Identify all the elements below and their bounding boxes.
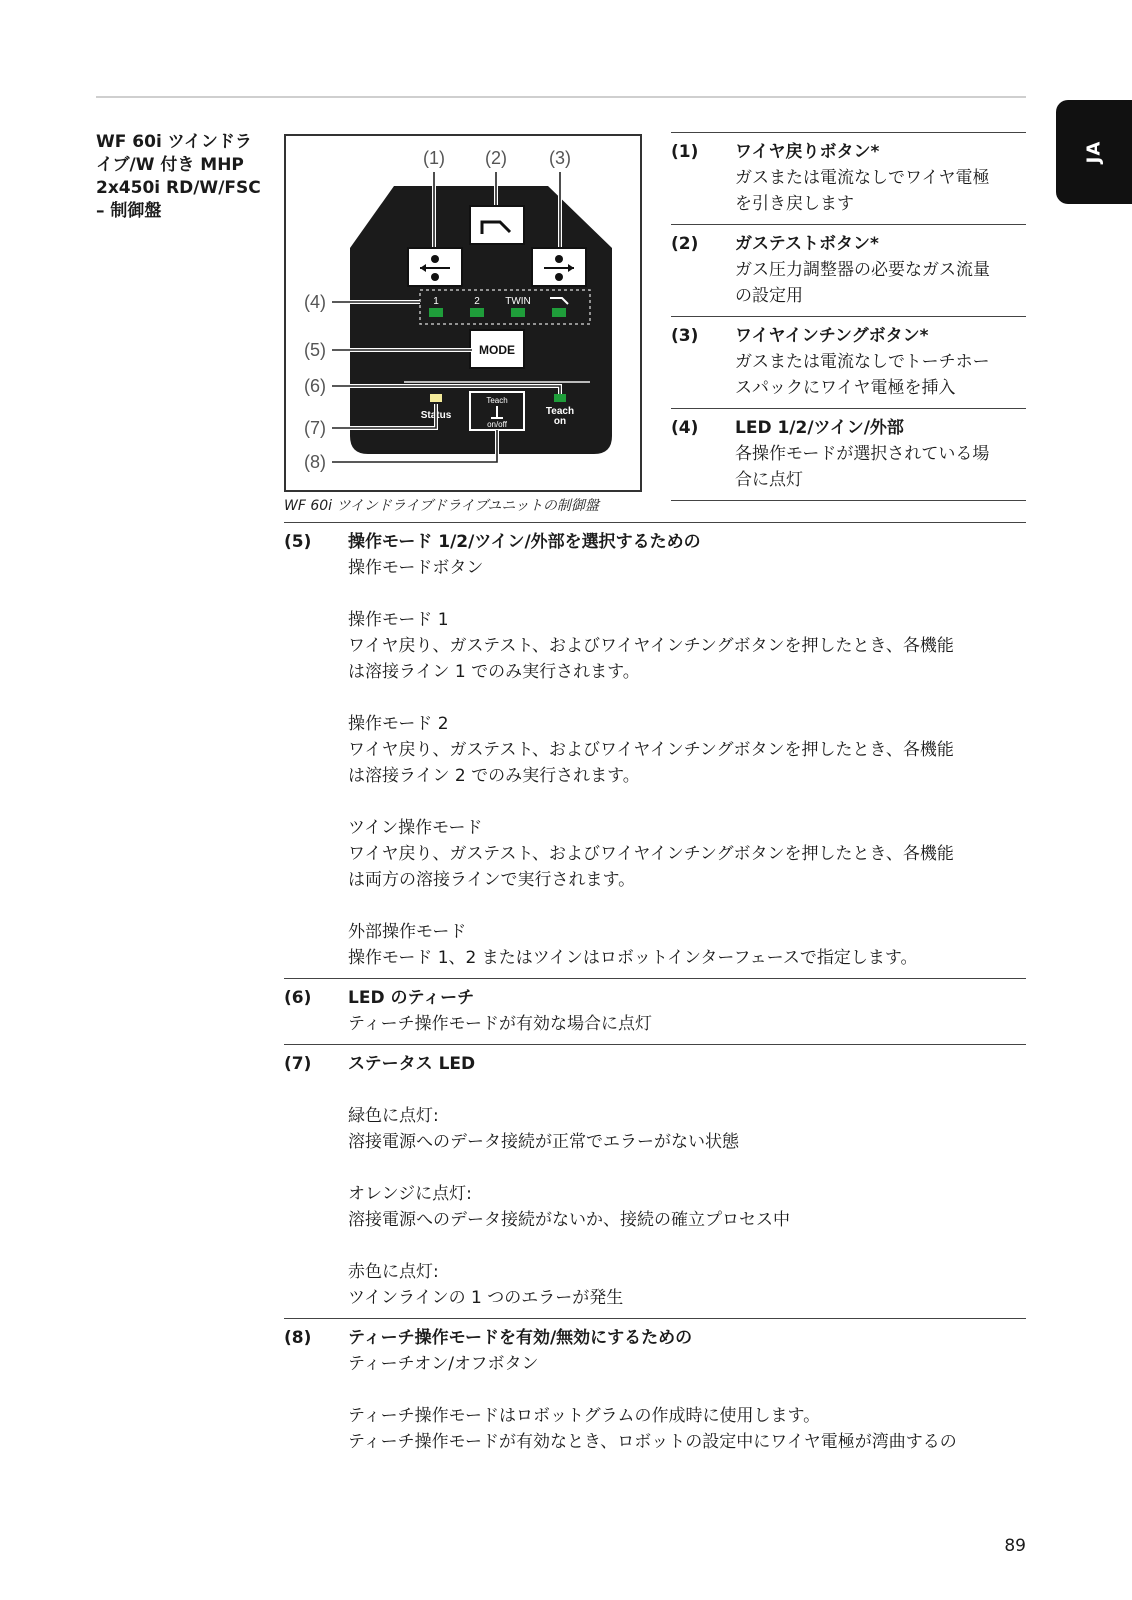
paragraph-line: 溶接電源へのデータ接続が正常でエラーがない状態 [348, 1132, 739, 1152]
callout-text-line: 合に点灯 [735, 470, 803, 490]
item-number: (6) [284, 988, 312, 1008]
callout-6-label: (6) [304, 376, 326, 396]
callout-row [671, 133, 1026, 225]
callout-number: (2) [671, 234, 699, 254]
control-panel-figure [284, 134, 642, 492]
callout-text-line: ガス圧力調整器の必要なガス流量 [735, 260, 990, 280]
paragraph-line: ワイヤ戻り、ガステスト、およびワイヤインチングボタンを押したとき、各機能 [348, 636, 954, 656]
callout-number: (4) [671, 418, 699, 438]
paragraph-label: 緑色に点灯: [348, 1106, 439, 1126]
callout-text-line: の設定用 [735, 286, 803, 306]
callout-1-label: (1) [423, 148, 445, 168]
paragraph-label: オレンジに点灯: [348, 1184, 472, 1204]
item-row [284, 523, 1026, 979]
paragraph-line: 操作モード 1、2 またはツインはロボットインターフェースで指定します。 [348, 948, 918, 968]
callout-table [671, 132, 1026, 501]
callout-7-label: (7) [304, 418, 326, 438]
paragraph-line: は溶接ライン 2 でのみ実行されます。 [348, 766, 640, 786]
status-led [430, 394, 442, 402]
led-label-twin: TWIN [505, 296, 531, 307]
item-row [284, 1319, 1026, 1462]
figure-caption: WF 60i ツインドライブドライブユニットの制御盤 [284, 498, 599, 514]
callout-text-line: 各操作モードが選択されている場 [735, 444, 990, 464]
section-title: WF 60i ツインドライブ/W 付き MHP 2x450i RD/W/FSC – 制御盤 [96, 132, 261, 221]
paragraph-line: ワイヤ戻り、ガステスト、およびワイヤインチングボタンを押したとき、各機能 [348, 740, 954, 760]
item-row [284, 1045, 1026, 1319]
header-rule [96, 96, 1026, 98]
led-mode-twin [511, 308, 525, 317]
description-table [284, 522, 1026, 1462]
page-number: 89 [1004, 1536, 1026, 1556]
callout-title: ワイヤインチングボタン* [735, 326, 929, 346]
teach-button-label-bottom: on/off [487, 420, 507, 429]
item-number: (8) [284, 1328, 312, 1348]
paragraph-line: ティーチ操作モードが有効なとき、ロボットの設定中にワイヤ電極が湾曲するの [348, 1432, 957, 1452]
paragraph-label: 赤色に点灯: [348, 1262, 439, 1282]
callout-5-label: (5) [304, 340, 326, 360]
item-subtitle: 操作モードボタン [348, 558, 484, 578]
item-title: 操作モード 1/2/ツイン/外部を選択するための [348, 532, 701, 552]
paragraph-label: 操作モード 1 [348, 610, 449, 630]
callout-text-line: を引き戻します [735, 194, 854, 214]
paragraph-label: ティーチ操作モードはロボットグラムの作成時に使用します。 [348, 1406, 821, 1426]
mode-button-label: MODE [479, 343, 515, 357]
control-panel-illustration [286, 136, 640, 490]
gas-test-button [470, 206, 524, 244]
teach-on-label-top: Teach [545, 406, 575, 417]
led-label-1: 1 [433, 296, 439, 307]
paragraph-label: 外部操作モード [348, 922, 467, 942]
callout-text-line: ガスまたは電流なしでトーチホー [735, 352, 990, 372]
language-tab-label: JA [1083, 140, 1105, 164]
led-mode-2 [470, 308, 484, 317]
paragraph-line: は溶接ライン 1 でのみ実行されます。 [348, 662, 640, 682]
status-label: Status [420, 410, 452, 421]
item-number: (7) [284, 1054, 312, 1074]
callout-row [671, 225, 1026, 317]
item-title: ステータス LED [348, 1054, 476, 1074]
paragraph-label: ツイン操作モード [348, 818, 483, 838]
callout-text-line: ガスまたは電流なしでワイヤ電極 [735, 168, 990, 188]
led-mode-external [552, 308, 566, 317]
callout-row [671, 317, 1026, 409]
callout-title: ワイヤ戻りボタン* [735, 142, 880, 162]
paragraph-line: は両方の溶接ラインで実行されます。 [348, 870, 636, 890]
item-subtitle: ティーチ操作モードが有効な場合に点灯 [348, 1014, 652, 1034]
callout-4-label: (4) [304, 292, 326, 312]
callout-number: (3) [671, 326, 699, 346]
paragraph-line: ツインラインの 1 つのエラーが発生 [348, 1288, 624, 1308]
callout-title: ガステストボタン* [735, 234, 879, 254]
callout-8-label: (8) [304, 452, 326, 472]
callout-3-label: (3) [549, 148, 571, 168]
led-label-2: 2 [474, 296, 480, 307]
teach-on-label-bottom: on [553, 416, 567, 427]
paragraph-line: 溶接電源へのデータ接続がないか、接続の確立プロセス中 [348, 1210, 790, 1230]
language-tab [1056, 100, 1132, 204]
item-number: (5) [284, 532, 312, 552]
callout-number: (1) [671, 142, 699, 162]
callout-title: LED 1/2/ツイン/外部 [735, 418, 904, 438]
paragraph-label: 操作モード 2 [348, 714, 449, 734]
teach-button-label-top: Teach [486, 396, 508, 405]
callout-2-label: (2) [485, 148, 507, 168]
callout-text-line: スパックにワイヤ電極を挿入 [735, 378, 956, 398]
item-row [284, 979, 1026, 1045]
teach-on-led [554, 394, 566, 402]
paragraph-line: ワイヤ戻り、ガステスト、およびワイヤインチングボタンを押したとき、各機能 [348, 844, 954, 864]
item-title: LED のティーチ [348, 988, 475, 1008]
callout-row [671, 409, 1026, 501]
led-mode-1 [429, 308, 443, 317]
item-title: ティーチ操作モードを有効/無効にするための [348, 1328, 693, 1348]
item-subtitle: ティーチオン/オフボタン [348, 1354, 539, 1374]
